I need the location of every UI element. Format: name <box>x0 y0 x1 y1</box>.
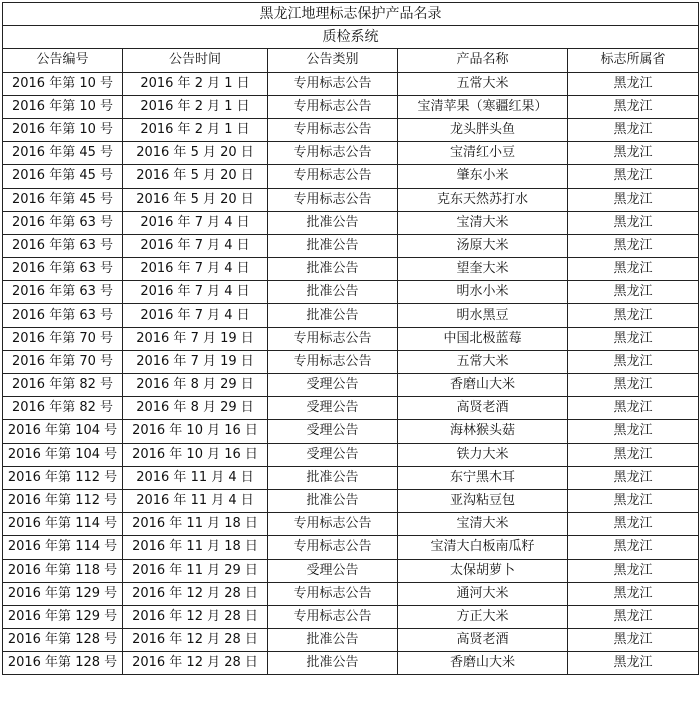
cell-product-name: 龙头胖头鱼 <box>398 118 568 141</box>
cell-notice-number: 2016 年第 10 号 <box>3 72 123 95</box>
cell-notice-type: 专用标志公告 <box>268 605 398 628</box>
product-list-sheet <box>2 2 698 675</box>
cell-notice-date: 2016 年 2 月 1 日 <box>123 72 268 95</box>
cell-notice-type: 批准公告 <box>268 466 398 489</box>
cell-province: 黑龙江 <box>568 652 699 675</box>
cell-notice-number: 2016 年第 112 号 <box>3 489 123 512</box>
product-table <box>2 2 699 675</box>
cell-notice-date: 2016 年 7 月 19 日 <box>123 327 268 350</box>
table-row <box>3 95 699 118</box>
cell-notice-number: 2016 年第 118 号 <box>3 559 123 582</box>
cell-notice-type: 批准公告 <box>268 629 398 652</box>
table-row <box>3 211 699 234</box>
cell-province: 黑龙江 <box>568 559 699 582</box>
cell-province: 黑龙江 <box>568 513 699 536</box>
cell-notice-date: 2016 年 7 月 4 日 <box>123 281 268 304</box>
cell-province: 黑龙江 <box>568 420 699 443</box>
cell-notice-type: 受理公告 <box>268 443 398 466</box>
cell-notice-date: 2016 年 12 月 28 日 <box>123 605 268 628</box>
cell-notice-type: 批准公告 <box>268 489 398 512</box>
cell-product-name: 宝清大白板南瓜籽 <box>398 536 568 559</box>
header-province: 标志所属省 <box>568 49 699 72</box>
cell-notice-number: 2016 年第 114 号 <box>3 536 123 559</box>
header-product-name: 产品名称 <box>398 49 568 72</box>
table-row <box>3 582 699 605</box>
cell-notice-number: 2016 年第 63 号 <box>3 258 123 281</box>
cell-notice-type: 受理公告 <box>268 559 398 582</box>
cell-notice-date: 2016 年 11 月 18 日 <box>123 536 268 559</box>
table-row <box>3 374 699 397</box>
cell-product-name: 肇东小米 <box>398 165 568 188</box>
cell-notice-number: 2016 年第 63 号 <box>3 234 123 257</box>
cell-notice-number: 2016 年第 63 号 <box>3 211 123 234</box>
subtitle-row <box>3 26 699 49</box>
cell-notice-type: 专用标志公告 <box>268 513 398 536</box>
cell-product-name: 海林猴头菇 <box>398 420 568 443</box>
cell-notice-type: 专用标志公告 <box>268 118 398 141</box>
cell-province: 黑龙江 <box>568 582 699 605</box>
header-notice-date: 公告时间 <box>123 49 268 72</box>
cell-notice-date: 2016 年 2 月 1 日 <box>123 95 268 118</box>
cell-notice-type: 批准公告 <box>268 211 398 234</box>
cell-notice-type: 专用标志公告 <box>268 582 398 605</box>
cell-notice-date: 2016 年 2 月 1 日 <box>123 118 268 141</box>
cell-notice-type: 专用标志公告 <box>268 188 398 211</box>
cell-notice-date: 2016 年 8 月 29 日 <box>123 374 268 397</box>
cell-product-name: 明水黑豆 <box>398 304 568 327</box>
table-row <box>3 397 699 420</box>
cell-notice-number: 2016 年第 63 号 <box>3 304 123 327</box>
cell-product-name: 太保胡萝卜 <box>398 559 568 582</box>
table-row <box>3 350 699 373</box>
table-title: 黑龙江地理标志保护产品名录 <box>3 3 699 26</box>
table-row <box>3 165 699 188</box>
cell-notice-number: 2016 年第 104 号 <box>3 420 123 443</box>
cell-product-name: 汤原大米 <box>398 234 568 257</box>
cell-product-name: 宝清大米 <box>398 513 568 536</box>
cell-notice-date: 2016 年 11 月 4 日 <box>123 489 268 512</box>
cell-product-name: 铁力大米 <box>398 443 568 466</box>
header-notice-number: 公告编号 <box>3 49 123 72</box>
cell-notice-type: 专用标志公告 <box>268 95 398 118</box>
cell-province: 黑龙江 <box>568 605 699 628</box>
table-row <box>3 142 699 165</box>
table-row <box>3 629 699 652</box>
table-row <box>3 420 699 443</box>
table-row <box>3 234 699 257</box>
cell-product-name: 通河大米 <box>398 582 568 605</box>
cell-product-name: 香磨山大米 <box>398 374 568 397</box>
table-row <box>3 258 699 281</box>
cell-province: 黑龙江 <box>568 258 699 281</box>
cell-notice-date: 2016 年 11 月 29 日 <box>123 559 268 582</box>
table-row <box>3 605 699 628</box>
cell-province: 黑龙江 <box>568 211 699 234</box>
table-row <box>3 118 699 141</box>
cell-notice-date: 2016 年 7 月 19 日 <box>123 350 268 373</box>
cell-province: 黑龙江 <box>568 234 699 257</box>
cell-product-name: 亚沟粘豆包 <box>398 489 568 512</box>
cell-province: 黑龙江 <box>568 629 699 652</box>
cell-notice-type: 专用标志公告 <box>268 536 398 559</box>
table-body <box>3 72 699 675</box>
cell-notice-type: 受理公告 <box>268 397 398 420</box>
cell-notice-number: 2016 年第 129 号 <box>3 605 123 628</box>
cell-notice-date: 2016 年 7 月 4 日 <box>123 258 268 281</box>
table-row <box>3 304 699 327</box>
cell-province: 黑龙江 <box>568 466 699 489</box>
cell-product-name: 高贤老酒 <box>398 397 568 420</box>
cell-province: 黑龙江 <box>568 304 699 327</box>
cell-notice-number: 2016 年第 45 号 <box>3 188 123 211</box>
cell-notice-type: 批准公告 <box>268 281 398 304</box>
cell-product-name: 五常大米 <box>398 350 568 373</box>
cell-notice-number: 2016 年第 45 号 <box>3 142 123 165</box>
table-row <box>3 489 699 512</box>
cell-notice-number: 2016 年第 129 号 <box>3 582 123 605</box>
cell-product-name: 宝清红小豆 <box>398 142 568 165</box>
cell-notice-number: 2016 年第 10 号 <box>3 118 123 141</box>
cell-notice-type: 批准公告 <box>268 258 398 281</box>
cell-product-name: 克东天然苏打水 <box>398 188 568 211</box>
cell-notice-type: 专用标志公告 <box>268 327 398 350</box>
table-row <box>3 188 699 211</box>
cell-province: 黑龙江 <box>568 165 699 188</box>
cell-notice-type: 专用标志公告 <box>268 350 398 373</box>
cell-notice-number: 2016 年第 63 号 <box>3 281 123 304</box>
header-row <box>3 49 699 72</box>
cell-notice-date: 2016 年 12 月 28 日 <box>123 652 268 675</box>
cell-notice-type: 专用标志公告 <box>268 142 398 165</box>
cell-product-name: 高贤老酒 <box>398 629 568 652</box>
cell-notice-number: 2016 年第 128 号 <box>3 629 123 652</box>
cell-notice-number: 2016 年第 112 号 <box>3 466 123 489</box>
cell-product-name: 五常大米 <box>398 72 568 95</box>
cell-notice-type: 专用标志公告 <box>268 72 398 95</box>
cell-notice-date: 2016 年 5 月 20 日 <box>123 142 268 165</box>
cell-province: 黑龙江 <box>568 327 699 350</box>
cell-province: 黑龙江 <box>568 72 699 95</box>
title-row <box>3 3 699 26</box>
cell-notice-date: 2016 年 11 月 18 日 <box>123 513 268 536</box>
cell-product-name: 宝清苹果（寒疆红果） <box>398 95 568 118</box>
cell-notice-number: 2016 年第 70 号 <box>3 350 123 373</box>
cell-province: 黑龙江 <box>568 397 699 420</box>
table-row <box>3 559 699 582</box>
cell-notice-type: 受理公告 <box>268 420 398 443</box>
table-row <box>3 281 699 304</box>
table-row <box>3 513 699 536</box>
cell-notice-type: 受理公告 <box>268 374 398 397</box>
cell-notice-number: 2016 年第 70 号 <box>3 327 123 350</box>
cell-notice-date: 2016 年 11 月 4 日 <box>123 466 268 489</box>
cell-province: 黑龙江 <box>568 489 699 512</box>
cell-notice-date: 2016 年 5 月 20 日 <box>123 165 268 188</box>
cell-product-name: 中国北极蓝莓 <box>398 327 568 350</box>
cell-notice-number: 2016 年第 104 号 <box>3 443 123 466</box>
cell-product-name: 方正大米 <box>398 605 568 628</box>
cell-product-name: 望奎大米 <box>398 258 568 281</box>
cell-product-name: 明水小米 <box>398 281 568 304</box>
cell-province: 黑龙江 <box>568 350 699 373</box>
cell-notice-type: 批准公告 <box>268 304 398 327</box>
table-row <box>3 72 699 95</box>
cell-notice-date: 2016 年 7 月 4 日 <box>123 234 268 257</box>
cell-notice-date: 2016 年 12 月 28 日 <box>123 629 268 652</box>
table-row <box>3 466 699 489</box>
table-subtitle: 质检系统 <box>3 26 699 49</box>
cell-province: 黑龙江 <box>568 188 699 211</box>
table-row <box>3 443 699 466</box>
cell-province: 黑龙江 <box>568 118 699 141</box>
cell-product-name: 东宁黑木耳 <box>398 466 568 489</box>
table-row <box>3 327 699 350</box>
cell-province: 黑龙江 <box>568 142 699 165</box>
cell-notice-date: 2016 年 7 月 4 日 <box>123 304 268 327</box>
cell-notice-date: 2016 年 10 月 16 日 <box>123 443 268 466</box>
cell-notice-date: 2016 年 7 月 4 日 <box>123 211 268 234</box>
cell-product-name: 宝清大米 <box>398 211 568 234</box>
cell-province: 黑龙江 <box>568 374 699 397</box>
cell-province: 黑龙江 <box>568 536 699 559</box>
cell-notice-type: 批准公告 <box>268 234 398 257</box>
cell-province: 黑龙江 <box>568 281 699 304</box>
cell-notice-date: 2016 年 5 月 20 日 <box>123 188 268 211</box>
cell-province: 黑龙江 <box>568 443 699 466</box>
cell-province: 黑龙江 <box>568 95 699 118</box>
cell-notice-date: 2016 年 8 月 29 日 <box>123 397 268 420</box>
cell-notice-number: 2016 年第 128 号 <box>3 652 123 675</box>
cell-notice-type: 专用标志公告 <box>268 165 398 188</box>
table-row <box>3 652 699 675</box>
cell-notice-number: 2016 年第 45 号 <box>3 165 123 188</box>
table-row <box>3 536 699 559</box>
cell-notice-number: 2016 年第 10 号 <box>3 95 123 118</box>
cell-notice-number: 2016 年第 82 号 <box>3 374 123 397</box>
cell-notice-number: 2016 年第 114 号 <box>3 513 123 536</box>
cell-notice-date: 2016 年 12 月 28 日 <box>123 582 268 605</box>
header-notice-type: 公告类别 <box>268 49 398 72</box>
cell-notice-type: 批准公告 <box>268 652 398 675</box>
cell-notice-date: 2016 年 10 月 16 日 <box>123 420 268 443</box>
cell-notice-number: 2016 年第 82 号 <box>3 397 123 420</box>
cell-product-name: 香磨山大米 <box>398 652 568 675</box>
